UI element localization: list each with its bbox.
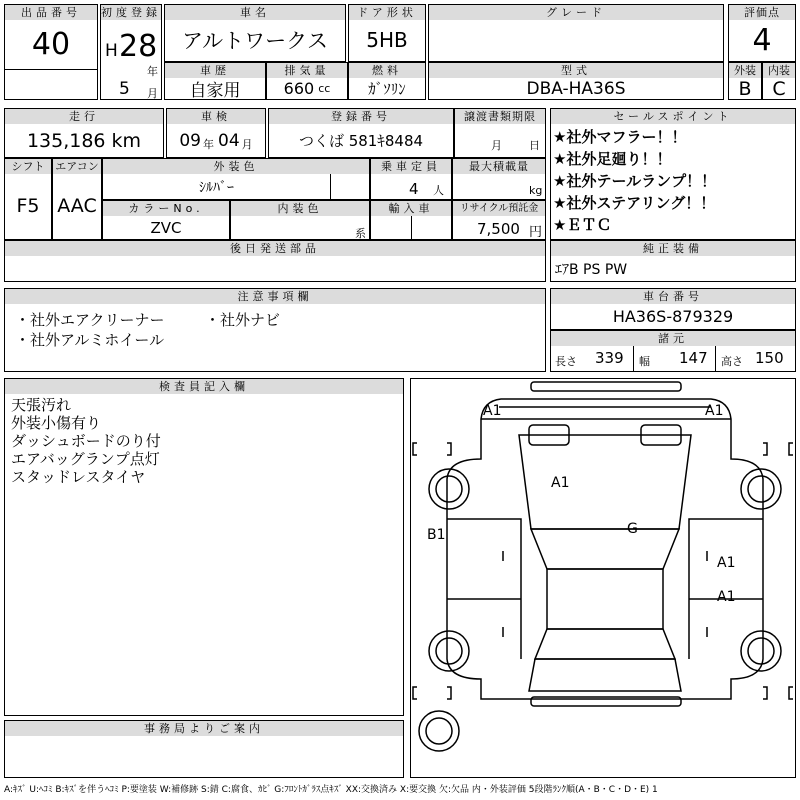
- interior-color-label: 内装色: [231, 201, 369, 216]
- score: 4: [752, 22, 772, 58]
- shift-label: シフト: [5, 159, 51, 174]
- import-label: 輸入車: [371, 201, 451, 216]
- inspection-month-unit: 月: [241, 137, 253, 151]
- inspector-notes-label: 検査員記入欄: [5, 379, 403, 394]
- air-conditioner: AAC: [57, 195, 97, 217]
- displacement-unit: cc: [318, 82, 331, 95]
- transfer-deadline-box: [454, 108, 546, 158]
- note-item: ・社外アルミホイール: [15, 331, 165, 349]
- interior-color-suffix: 系: [355, 227, 366, 240]
- door-type-box: [348, 4, 426, 62]
- sales-point-item: ★ＥＴＣ: [553, 216, 612, 234]
- note-item: ・社外ナビ: [205, 311, 281, 329]
- score-label: 評価点: [729, 5, 795, 20]
- model-label: 型式: [429, 63, 723, 78]
- note-item: ・社外エアクリーナー: [15, 311, 165, 329]
- spare-wheel: [419, 711, 459, 751]
- chassis-number-box: [550, 288, 796, 330]
- damage-mark: G: [627, 521, 638, 537]
- damage-mark: A1: [717, 589, 736, 605]
- inspector-notes-box: [4, 378, 404, 716]
- transfer-day-unit: 日: [529, 139, 540, 152]
- year-unit: 年: [147, 65, 158, 78]
- width-label: 幅: [639, 355, 650, 368]
- score-box: [728, 4, 796, 62]
- car-damage-diagram: [411, 379, 796, 778]
- damage-mark: A1: [551, 475, 570, 491]
- exterior-grade: B: [738, 77, 752, 100]
- chassis-number-label: 車台番号: [551, 289, 795, 304]
- length: 339: [595, 349, 624, 367]
- sales-point-item: ★社外足廻り！！: [553, 150, 672, 168]
- inspection-month: 04: [218, 130, 240, 151]
- displacement-box: [266, 62, 348, 100]
- max-load-box: [452, 158, 546, 200]
- inspector-note: 外装小傷有り: [11, 414, 102, 432]
- import-box: [370, 200, 452, 240]
- capacity-box: [370, 158, 452, 200]
- car-name-box: [164, 4, 346, 62]
- fuel-label: 燃料: [349, 63, 425, 78]
- office-notice-label: 事務局よりご案内: [5, 721, 403, 736]
- mileage: 135,186: [26, 129, 106, 152]
- inspection-box: [166, 108, 266, 158]
- max-load-unit: kg: [529, 184, 543, 197]
- fuel: ｶﾞｿﾘﾝ: [368, 80, 406, 98]
- door-type-label: ドア形状: [349, 5, 425, 20]
- color-number-label: カラーNo.: [103, 201, 229, 216]
- registration-year: 28: [119, 29, 158, 64]
- history: 自家用: [189, 81, 241, 100]
- chassis-number: HA36S-879329: [612, 307, 734, 326]
- exterior-color: ｼﾙﾊﾞｰ: [103, 174, 331, 199]
- interior-grade: C: [772, 77, 786, 100]
- recycle-deposit-label: リサイクル預託金: [453, 201, 545, 216]
- lot-number-label: 出品番号: [5, 5, 97, 20]
- damage-mark: B1: [427, 527, 446, 543]
- exterior-grade-label: 外装: [729, 63, 761, 78]
- left-doors: [447, 519, 521, 659]
- inspection-label: 車検: [167, 109, 265, 124]
- sales-points-box: [550, 108, 796, 240]
- max-load-label: 最大積載量: [453, 159, 545, 174]
- dimensions-label: 諸元: [551, 331, 795, 346]
- recycle-deposit-box: [452, 200, 546, 240]
- office-notice: [5, 736, 403, 740]
- width: 147: [679, 349, 708, 367]
- lot-number: 40: [5, 20, 97, 70]
- displacement-label: 排気量: [267, 63, 347, 78]
- registration-number-box: [268, 108, 454, 158]
- mileage-box: [4, 108, 164, 158]
- recycle-deposit: 7,500: [477, 220, 520, 238]
- damage-mark: A1: [705, 403, 724, 419]
- later-parts-label: 後日発送部品: [5, 241, 545, 256]
- legend: A:ｷｽﾞ U:ﾍｺﾐ B:ｷｽﾞを伴うﾍｺﾐ P:要塗装 W:補修跡 S:錆 C:腐食、ｶﾋﾞ G:ﾌﾛﾝﾄｶﾞﾗｽ点ｷｽﾞ XX:交換済み X:要交換 欠:欠品 内・外装評価 5段階ﾗﾝｸ順(A・B・C・D・E) 1: [4, 785, 658, 795]
- shift: F5: [16, 195, 40, 217]
- height-label: 高さ: [721, 355, 743, 368]
- rear-window: [535, 629, 675, 659]
- car-name: アルトワークス: [182, 29, 328, 53]
- grade: [429, 20, 723, 60]
- import-divider: [411, 216, 412, 240]
- damage-mark: A1: [483, 403, 502, 419]
- notes-box: [4, 288, 546, 372]
- month-unit: 月: [147, 87, 158, 100]
- damage-mark: A1: [717, 555, 736, 571]
- later-parts: [5, 256, 545, 260]
- color-number: ZVC: [150, 218, 182, 237]
- office-notice-box: [4, 720, 404, 778]
- history-box: [164, 62, 266, 100]
- transfer-deadline-label: 譲渡書類期限: [455, 109, 545, 124]
- inspector-note: スタッドレスタイヤ: [11, 468, 146, 486]
- wheel-front-right: [741, 469, 781, 509]
- glass-markers: [413, 443, 793, 699]
- roof-rail-top: [531, 382, 681, 391]
- air-conditioner-label: エアコン: [53, 159, 101, 174]
- lot-number-box: [4, 4, 98, 100]
- recycle-deposit-unit: 円: [529, 225, 543, 240]
- inspector-note: 天張汚れ: [11, 396, 72, 414]
- shift-box: [4, 158, 52, 240]
- interior-grade-label: 内装: [763, 63, 795, 78]
- interior-grade-box: [762, 62, 796, 100]
- color-number-box: [102, 200, 230, 240]
- registration-number-label: 登録番号: [269, 109, 453, 124]
- sales-points-label: セールスポイント: [551, 109, 795, 124]
- car-body-outline: [447, 399, 763, 699]
- displacement: 660: [283, 79, 315, 98]
- history-label: 車歴: [165, 63, 265, 78]
- roof: [547, 569, 663, 629]
- era: H: [105, 41, 118, 61]
- door-type: 5HB: [366, 28, 408, 52]
- mileage-unit: km: [111, 129, 142, 152]
- notes-label: 注意事項欄: [5, 289, 545, 304]
- fuel-box: [348, 62, 426, 100]
- height: 150: [755, 349, 784, 367]
- first-registration-label: 初度登録: [101, 6, 161, 19]
- inspection-year: 09: [179, 130, 201, 151]
- first-registration-box: [100, 4, 162, 100]
- mileage-label: 走行: [5, 109, 163, 124]
- inspector-note: ダッシュボードのり付: [11, 432, 161, 450]
- grade-box: [428, 4, 724, 62]
- sales-point-item: ★社外マフラー！！: [553, 128, 687, 146]
- sales-point-item: ★社外ステアリング！！: [553, 194, 716, 212]
- genuine-equipment: ｴｱB PS PW: [555, 262, 628, 278]
- windshield: [531, 529, 679, 569]
- later-parts-box: [4, 240, 546, 282]
- exterior-color-box: [102, 158, 370, 200]
- capacity: 4: [409, 180, 419, 198]
- inspector-note: エアバッグランプ点灯: [11, 450, 160, 468]
- registration-month: 5: [119, 79, 130, 99]
- model-code: DBA-HA36S: [526, 78, 626, 99]
- grade-label: グレード: [429, 5, 723, 20]
- car-diagram-box: [410, 378, 796, 778]
- wheel-front-left: [429, 469, 469, 509]
- front-bumper: [481, 407, 731, 419]
- hood: [519, 435, 691, 529]
- car-name-label: 車名: [165, 5, 345, 20]
- inspection-year-unit: 年: [203, 137, 214, 151]
- capacity-unit: 人: [433, 184, 444, 197]
- exterior-grade-box: [728, 62, 762, 100]
- exterior-color-label: 外装色: [103, 159, 369, 174]
- dimensions-box: [550, 330, 796, 372]
- sales-point-item: ★社外テールランプ！！: [553, 172, 717, 190]
- genuine-equipment-label: 純正装備: [551, 241, 795, 256]
- interior-color-box: [230, 200, 370, 240]
- model-box: [428, 62, 724, 100]
- registration-number: つくば 581ｷ8484: [298, 132, 424, 150]
- genuine-equipment-box: [550, 240, 796, 282]
- air-conditioner-box: [52, 158, 102, 240]
- capacity-label: 乗車定員: [371, 159, 451, 174]
- transfer-month-unit: 月: [491, 139, 502, 152]
- length-label: 長さ: [555, 355, 577, 368]
- door-handles: [503, 551, 707, 637]
- rear-hatch: [529, 659, 681, 691]
